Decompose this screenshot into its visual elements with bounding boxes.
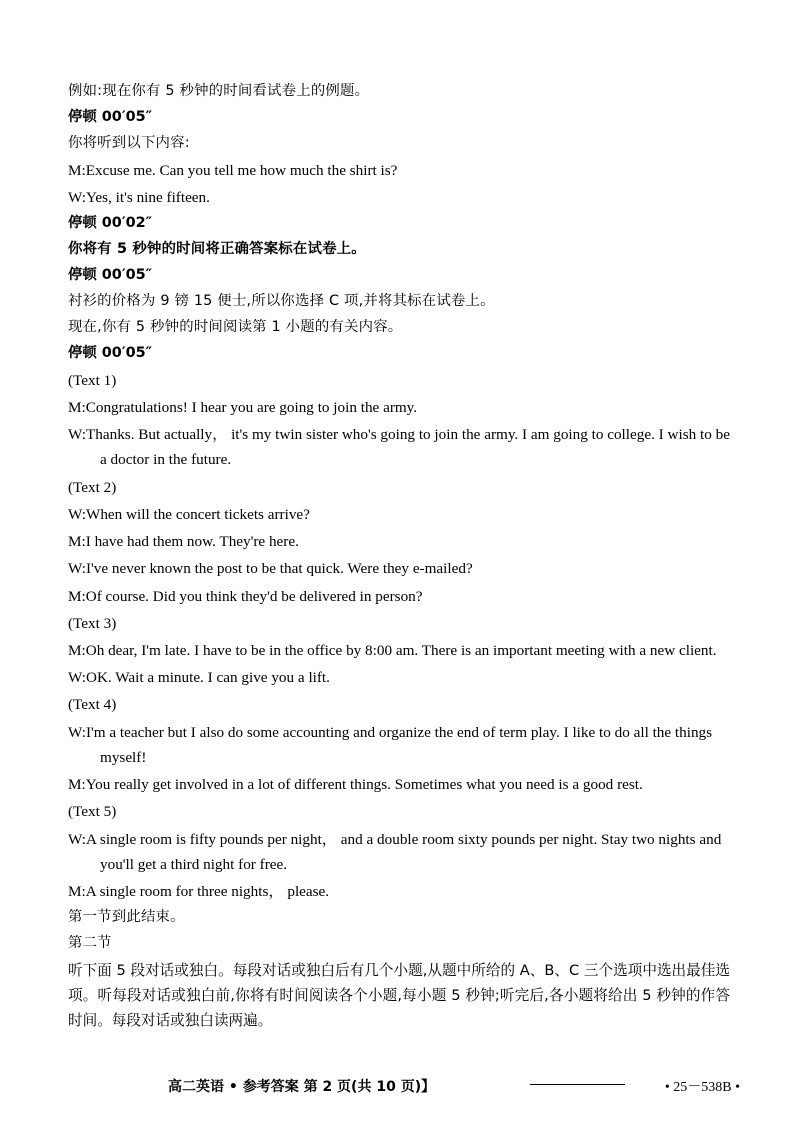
document-body: [68, 80, 734, 1033]
text-line: W:OK. Wait a minute. I can give you a lift.: [68, 669, 330, 687]
text-line: M:Oh dear, I'm late. I have to be in the office by 8:00 am. There is an important meeting with a new client.: [68, 641, 717, 659]
text-line: 衬衫的价格为 9 镑 15 便士,所以你选择 C 项,并将其标在试卷上。: [68, 292, 495, 309]
text-line: 你将有 5 秒钟的时间将正确答案标在试卷上。: [68, 241, 366, 258]
text-line: 你将听到以下内容:: [68, 134, 190, 151]
text-marker-text1: (Text 1): [68, 371, 117, 389]
section-heading: 第二节: [68, 935, 112, 952]
text-line: W:Yes, it's nine fifteen.: [68, 188, 210, 206]
text-line: 例如:现在你有 5 秒钟的时间看试卷上的例题。: [68, 83, 370, 99]
footer-page-label: 高二英语 • 参考答案 第 2 页(共 10 页)】: [168, 1079, 436, 1095]
text-line: 现在,你有 5 秒钟的时间阅读第 1 小题的有关内容。: [68, 318, 403, 335]
text-line: M:You really get involved in a lot of different things. Sometimes what you need is a good rest.: [68, 776, 643, 794]
text-line: 停顿 00′05″: [68, 344, 153, 361]
text-line: W:I'm a teacher but I also do some accounting and organize the end of term play. I like to do all the things myself!: [68, 723, 716, 766]
page-footer: [0, 1072, 800, 1102]
footer-paper-code: • 25－538B •: [664, 1080, 740, 1095]
text-line: 停顿 00′02″: [68, 215, 153, 232]
text-marker-text2: (Text 2): [68, 478, 117, 496]
text-line: W:When will the concert tickets arrive?: [68, 505, 310, 523]
text-line: M:I have had them now. They're here.: [68, 533, 299, 551]
text-line: M:Excuse me. Can you tell me how much the shirt is?: [68, 161, 398, 179]
text-marker-text5: (Text 5): [68, 803, 117, 821]
text-marker-text4: (Text 4): [68, 696, 117, 714]
text-line: M:Of course. Did you think they'd be delivered in person?: [68, 587, 423, 605]
text-line: M:A single room for three nights， please.: [68, 883, 330, 901]
section-instructions: 听下面 5 段对话或独白。每段对话或独白后有几个小题,从题中所给的 A、B、C 三个选项中选出最佳选项。听每段对话或独白前,你将有时间阅读各个小题,每小题 5 秒钟;听完后,各小题将给出 5 秒钟的作答时间。每段对话或独白读两遍。: [68, 962, 730, 1030]
text-line: 第一节到此结束。: [68, 909, 185, 926]
text-line: W:Thanks. But actually， it's my twin sister who's going to join the army. I am going to college. I wish to be a doctor in the future.: [68, 426, 734, 469]
text-line: 停顿 00′05″: [68, 108, 153, 125]
footer-divider: [530, 1084, 625, 1085]
text-line: M:Congratulations! I hear you are going to join the army.: [68, 398, 418, 416]
text-marker-text3: (Text 3): [68, 614, 117, 632]
text-line: 停顿 00′05″: [68, 267, 153, 283]
text-line: W:I've never known the post to be that quick. Were they e-mailed?: [68, 560, 473, 578]
text-line: W:A single room is fifty pounds per night， and a double room sixty pounds per night. Stay two nights and you'll get a third night for free.: [68, 830, 726, 873]
